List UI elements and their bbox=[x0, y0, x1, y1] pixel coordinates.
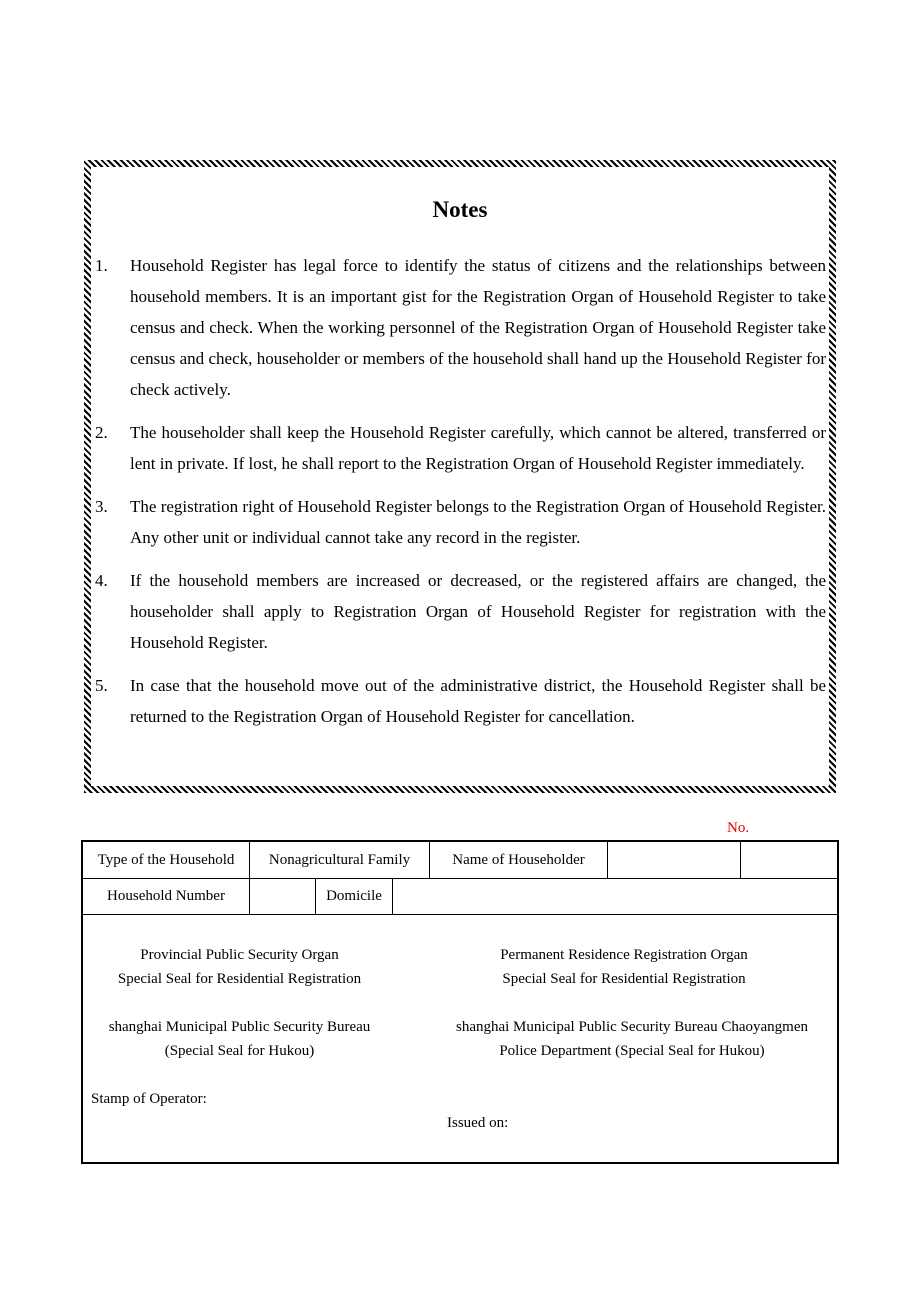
household-number-label: Household Number bbox=[107, 888, 225, 904]
registration-form bbox=[81, 840, 839, 1164]
note-item bbox=[95, 491, 826, 553]
notes-content bbox=[91, 167, 829, 786]
seal-right-line1: Permanent Residence Registration Organ bbox=[500, 947, 748, 963]
household-type-value: Nonagricultural Family bbox=[268, 852, 411, 868]
householder-name-value bbox=[608, 842, 740, 878]
notes-box bbox=[84, 160, 836, 793]
note-number: 1. bbox=[95, 256, 108, 275]
note-item bbox=[95, 670, 826, 732]
note-number: 2. bbox=[95, 423, 108, 442]
seal-right-line4: Police Department (Special Seal for Hukou) bbox=[499, 1043, 765, 1059]
note-text: If the household members are increased or decreased, or the registered affairs are changed, the householder shall apply to Registration Organ of Household Register for registration with the Household Register. bbox=[130, 571, 826, 652]
domicile-value bbox=[393, 878, 837, 914]
household-type-label: Type of the Household bbox=[97, 852, 235, 868]
seal-right-organ bbox=[435, 943, 813, 991]
seal-left-line3: shanghai Municipal Public Security Bureau bbox=[108, 1019, 371, 1035]
seal-left-bureau bbox=[93, 1015, 386, 1063]
form-row-household-type bbox=[83, 842, 837, 879]
seal-right-bureau bbox=[435, 1015, 829, 1063]
operator-stamp-label: Stamp of Operator: bbox=[91, 1091, 207, 1107]
domicile-label: Domicile bbox=[326, 888, 382, 904]
register-number-label: No. bbox=[727, 820, 750, 836]
notes-title: Notes bbox=[432, 197, 488, 222]
seal-right-line3: shanghai Municipal Public Security Bureau Chaoyangmen bbox=[455, 1019, 808, 1035]
note-number: 5. bbox=[95, 676, 108, 695]
note-text: The householder shall keep the Household Register carefully, which cannot be altered, transferred or lent in private. If lost, he shall report to the Registration Organ of Household Register immediately. bbox=[130, 423, 826, 473]
note-number: 4. bbox=[95, 571, 108, 590]
notes-list bbox=[95, 250, 826, 744]
householder-name-label: Name of Householder bbox=[452, 852, 585, 868]
seal-left-organ bbox=[93, 943, 386, 991]
note-item bbox=[95, 250, 826, 405]
issued-on-label: Issued on: bbox=[447, 1115, 509, 1131]
note-text: Household Register has legal force to identify the status of citizens and the relationships between household members. It is an important gist for the Registration Organ of Household Register to take census and check. When the working personnel of the Registration Organ of Household Register take census and check, householder or members of the household shall hand up the Household Register for check actively. bbox=[130, 256, 826, 399]
note-item bbox=[95, 417, 826, 479]
form-row-household-number bbox=[83, 878, 837, 915]
householder-extra-value bbox=[741, 842, 837, 878]
note-number: 3. bbox=[95, 497, 108, 516]
seal-right-line2: Special Seal for Residential Registration bbox=[502, 971, 746, 987]
seal-left-line1: Provincial Public Security Organ bbox=[140, 947, 339, 963]
note-text: In case that the household move out of the administrative district, the Household Register shall be returned to the Registration Organ of Household Register for cancellation. bbox=[130, 676, 826, 726]
seal-left-line4: (Special Seal for Hukou) bbox=[164, 1043, 315, 1059]
seal-left-line2: Special Seal for Residential Registration bbox=[117, 971, 362, 987]
household-number-value bbox=[250, 878, 315, 914]
note-item bbox=[95, 565, 826, 658]
note-text: The registration right of Household Register belongs to the Registration Organ of Household Register. Any other unit or individual cannot take any record in the register. bbox=[130, 497, 826, 547]
